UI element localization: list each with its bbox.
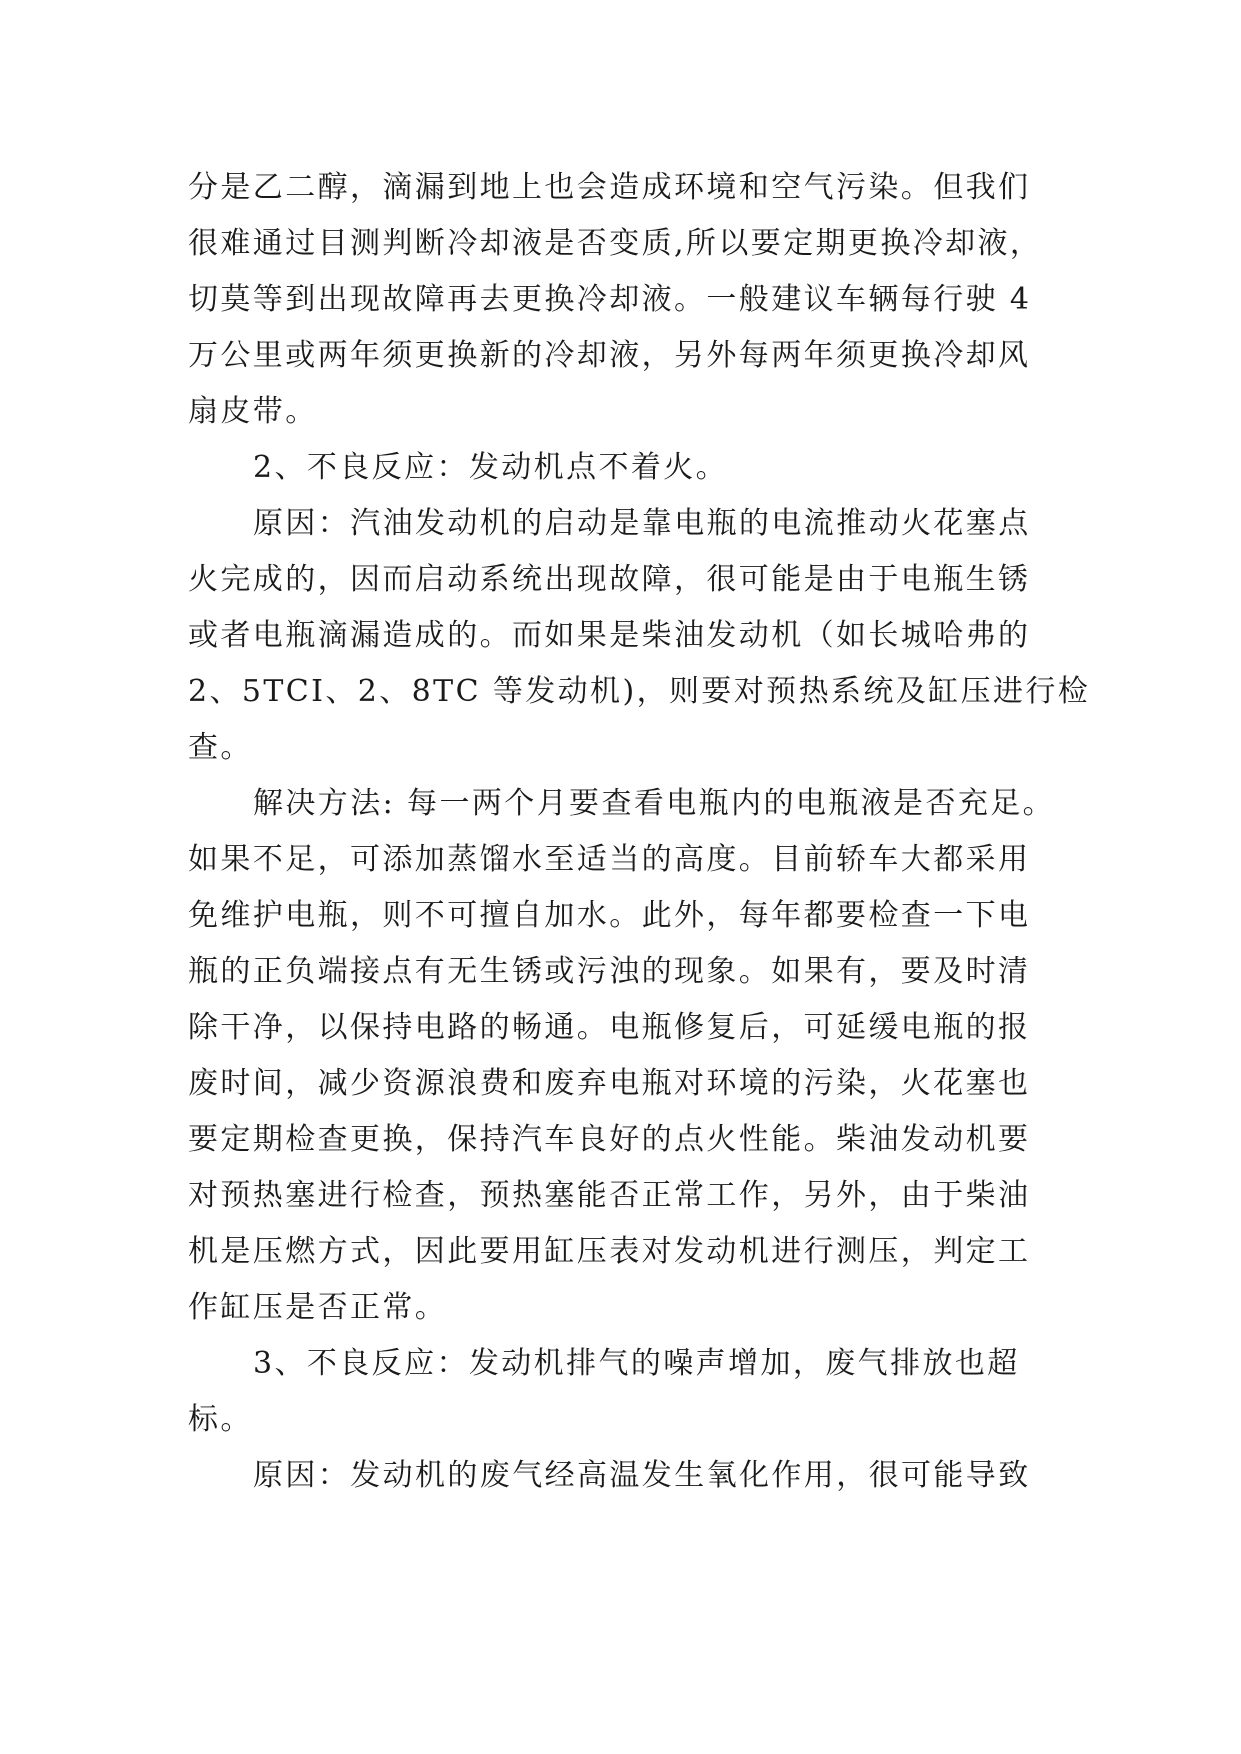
text-line: 很难通过目测判断冷却液是否变质,所以要定期更换冷却液， [188, 226, 1043, 261]
text-line: 万公里或两年须更换新的冷却液，另外每两年须更换冷却风 [188, 338, 1031, 373]
text-line: 解决方法: 每一两个月要查看电瓶内的电瓶液是否充足。 [253, 786, 1056, 821]
text-line: 机是压燃方式，因此要用缸压表对发动机进行测压，判定工 [188, 1234, 1031, 1269]
text-line: 火完成的，因而启动系统出现故障，很可能是由于电瓶生锈 [188, 562, 1031, 597]
text-line: 原因：发动机的废气经高温发生氧化作用，很可能导致 [253, 1458, 1031, 1493]
section-heading-3: 3、不良反应：发动机排气的噪声增加，废气排放也超 [253, 1346, 1020, 1381]
body-text [188, 160, 1091, 1504]
text-line: 免维护电瓶，则不可擅自加水。此外，每年都要检查一下电 [188, 898, 1031, 933]
section-heading-2: 2、不良反应：发动机点不着火。 [253, 450, 729, 485]
text-line: 瓶的正负端接点有无生锈或污浊的现象。如果有，要及时清 [188, 954, 1031, 989]
text-line: 扇皮带。 [188, 394, 318, 429]
text-line: 分是乙二醇，滴漏到地上也会造成环境和空气污染。但我们 [188, 170, 1031, 205]
text-line: 切莫等到出现故障再去更换冷却液。一般建议车辆每行驶 4 [188, 282, 1032, 317]
text-line: 作缸压是否正常。 [188, 1290, 448, 1325]
text-line: 原因：汽油发动机的启动是靠电瓶的电流推动火花塞点 [253, 506, 1031, 541]
text-line: 废时间，减少资源浪费和废弃电瓶对环境的污染，火花塞也 [188, 1066, 1031, 1101]
text-line: 除干净，以保持电路的畅通。电瓶修复后，可延缓电瓶的报 [188, 1010, 1031, 1045]
text-line: 对预热塞进行检查，预热塞能否正常工作，另外，由于柴油 [188, 1178, 1031, 1213]
text-line: 要定期检查更换，保持汽车良好的点火性能。柴油发动机要 [188, 1122, 1031, 1157]
text-line: 查。 [188, 730, 253, 765]
text-line: 或者电瓶滴漏造成的。而如果是柴油发动机（如长城哈弗的 [188, 618, 1031, 653]
text-line: 如果不足，可添加蒸馏水至适当的高度。目前轿车大都采用 [188, 842, 1031, 877]
text-line: 标。 [188, 1402, 253, 1437]
text-line: 2、5TCI、2、8TC 等发动机)，则要对预热系统及缸压进行检 [188, 674, 1091, 709]
